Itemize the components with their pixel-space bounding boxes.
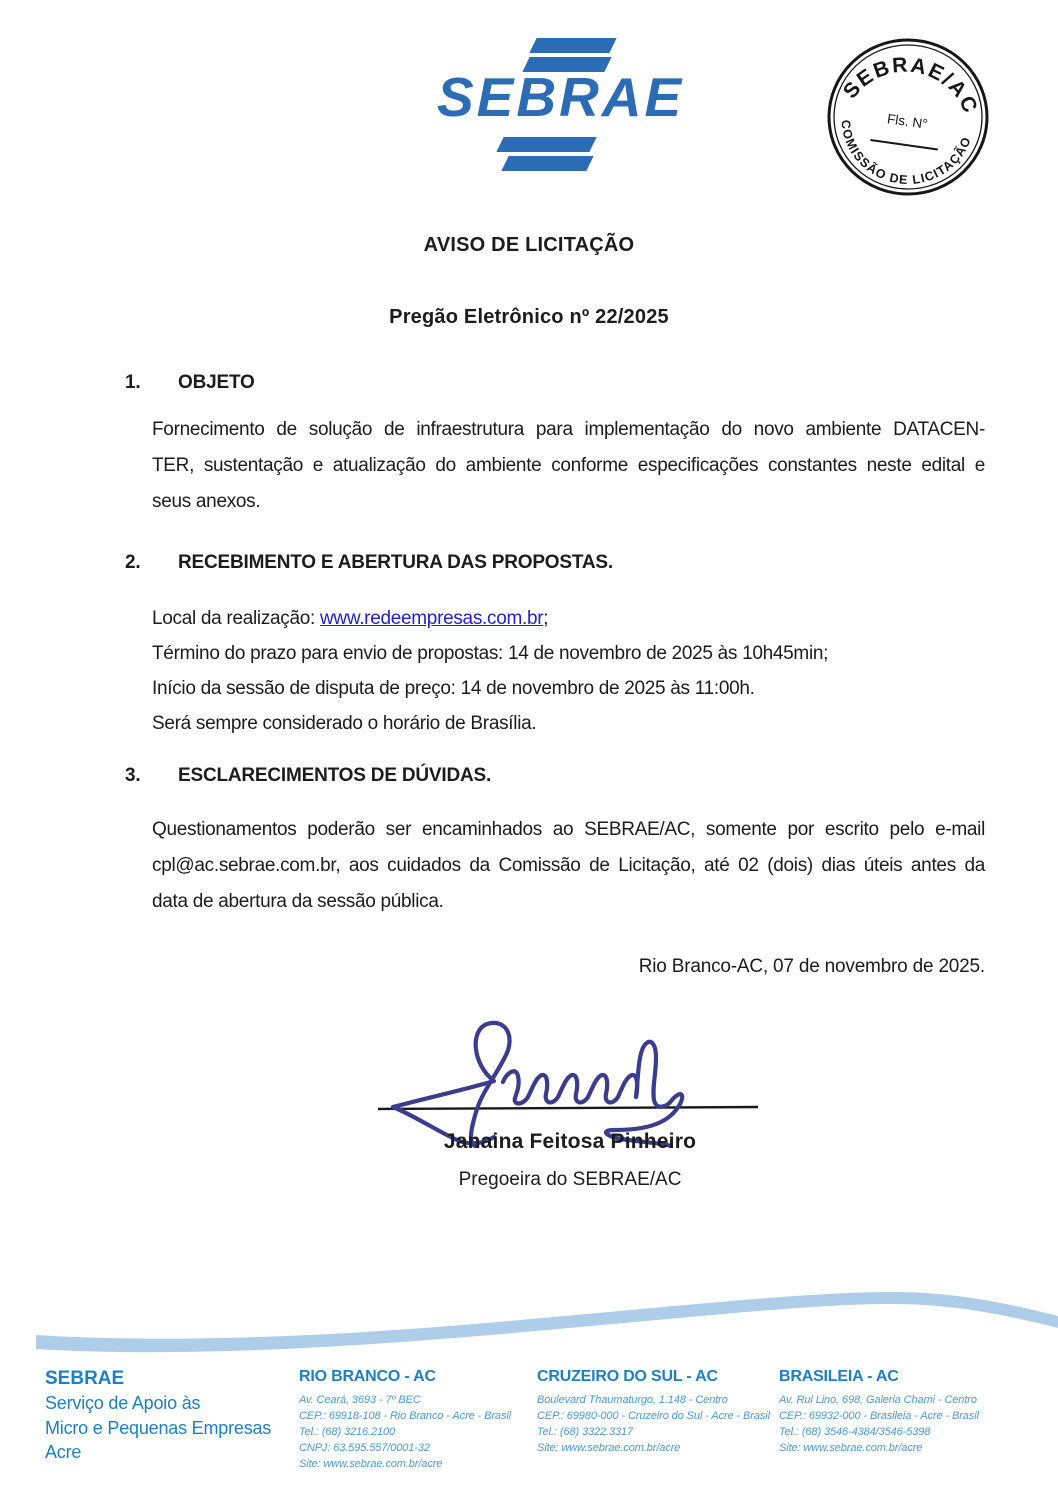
footer-org-name: SEBRAE — [45, 1368, 125, 1389]
office-detail-line: Av. Ceará, 3693 - 7º BEC — [299, 1394, 421, 1406]
signatory-role: Pregoeira do SEBRAE/AC — [458, 1169, 682, 1190]
section-1-title: OBJETO — [178, 372, 255, 393]
section-3-number: 3. — [125, 765, 141, 786]
signature-line — [378, 1107, 758, 1109]
section-1-number: 1. — [125, 372, 141, 393]
stamp-arc-bottom-text: COMISSÃO DE LICITAÇÃO — [838, 119, 974, 188]
footer-org-column — [45, 1366, 290, 1465]
office-detail-line: Av. Rui Lino, 698, Galeria Chami - Centro — [779, 1394, 977, 1406]
section-3-paragraph — [152, 812, 985, 920]
footer-org-line: Micro e Pequenas Empresas — [45, 1417, 272, 1438]
svg-text:COMISSÃO DE LICITAÇÃO — [830, 117, 974, 196]
sebrae-logo — [437, 28, 693, 180]
section-2-paragraph — [152, 601, 985, 741]
footer-wave — [0, 1278, 1058, 1370]
office-city: RIO BRANCO - AC — [299, 1368, 436, 1385]
paragraph-line: data de abertura da sessão pública. — [152, 891, 444, 912]
office-column-cruzeiro-do-sul — [537, 1368, 777, 1456]
office-detail-line: Tel.: (68) 3546-4384/3546-5398 — [779, 1426, 931, 1438]
office-detail-line: Site: www.sebrae.com.br/acre — [779, 1442, 923, 1454]
office-detail-line: CNPJ: 63.595.557/0001-32 — [299, 1442, 430, 1454]
logo-stripe-icon — [501, 156, 593, 171]
office-city: BRASILEIA - AC — [779, 1368, 899, 1385]
stamp-arc-top-text: SEBRAE/AC — [838, 53, 983, 118]
signature-ink — [393, 1023, 682, 1146]
office-detail-line: CEP.: 69932-000 - Brasileia - Acre - Brasil — [779, 1410, 979, 1422]
paragraph-line — [152, 601, 985, 636]
footer-org-line: Acre — [45, 1442, 82, 1462]
page-title: AVISO DE LICITAÇÃO — [423, 234, 635, 256]
stamp-fls-line — [870, 140, 937, 149]
office-detail-line: Boulevard Thaumaturgo, 1.148 - Centro — [537, 1394, 728, 1406]
logo-stripe-icon — [496, 137, 596, 152]
paragraph-line: cpl@ac.sebrae.com.br, aos cuidados da Comissão de Licitação, até 02 (dois) dias úteis antes da — [152, 855, 985, 876]
office-detail-line: Tel.: (68) 3216.2100 — [299, 1426, 396, 1438]
redeempresas-link[interactable]: www.redeempresas.com.br — [319, 608, 544, 629]
section-3-title: ESCLARECIMENTOS DE DÚVIDAS. — [178, 765, 492, 786]
section-1-heading — [125, 372, 995, 394]
paragraph-line: Término do prazo para envio de propostas: 14 de novembro de 2025 às 10h45min; — [152, 643, 829, 664]
office-column-rio-branco — [299, 1368, 534, 1472]
stamp-fls-label: Fls. N° — [886, 111, 929, 132]
paragraph-line: Será sempre considerado o horário de Brasília. — [152, 713, 537, 734]
paragraph-line: seus anexos. — [152, 491, 261, 512]
office-detail-line: Site: www.sebrae.com.br/acre — [299, 1458, 443, 1470]
section-1-paragraph — [152, 412, 985, 520]
paragraph-line: Fornecimento de solução de infraestrutura para implementação do novo ambiente DATACEN- — [152, 419, 985, 440]
section-2-heading — [125, 552, 995, 574]
signatory-name: Janaina Feitosa Pinheiro — [443, 1130, 697, 1153]
paragraph-line: Início da sessão de disputa de preço: 14 de novembro de 2025 às 11:00h. — [152, 678, 755, 699]
footer-org-line: Serviço de Apoio às — [45, 1393, 201, 1413]
office-column-brasileia — [779, 1368, 1054, 1456]
page-subtitle: Pregão Eletrônico nº 22/2025 — [389, 306, 669, 328]
section-2-title: RECEBIMENTO E ABERTURA DAS PROPOSTAS. — [178, 552, 613, 573]
local-label: Local da realização: — [152, 608, 320, 629]
signature-block — [375, 1012, 765, 1212]
office-detail-line: Tel.: (68) 3322.3317 — [537, 1426, 634, 1438]
office-city: CRUZEIRO DO SUL - AC — [537, 1368, 718, 1385]
paragraph-line: TER, sustentação e atualização do ambiente conforme especificações constantes neste edital e — [152, 455, 985, 476]
office-detail-line: CEP.: 69918-108 - Rio Branco - Acre - Brasil — [299, 1410, 512, 1422]
paragraph-line: Questionamentos poderão ser encaminhados ao SEBRAE/AC, somente por escrito pelo e-mail — [152, 819, 985, 840]
local-suffix: ; — [543, 608, 549, 629]
office-detail-line: Site: www.sebrae.com.br/acre — [537, 1442, 681, 1454]
date-line: Rio Branco-AC, 07 de novembro de 2025. — [638, 956, 985, 977]
logo-stripe-icon — [529, 38, 616, 53]
logo-wordmark: SEBRAE — [437, 66, 685, 128]
office-detail-line: CEP.: 69980-000 - Cruzeiro do Sul - Acre - Brasil — [537, 1410, 770, 1422]
section-2-number: 2. — [125, 552, 141, 573]
licitation-stamp — [824, 34, 992, 200]
section-3-heading — [125, 765, 995, 787]
